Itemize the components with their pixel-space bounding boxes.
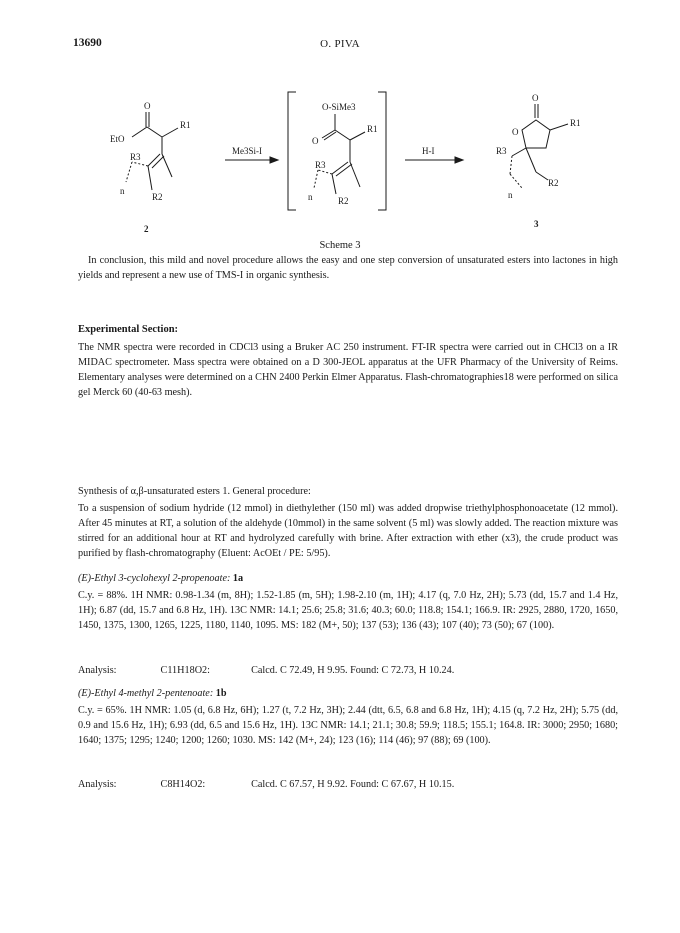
synthesis-paragraph [78, 501, 618, 561]
compound-1b-data-block [78, 703, 618, 748]
compound3-ring-o: O [512, 127, 519, 137]
compound-1b-data: C.y. = 65%. 1H NMR: 1.05 (d, 6.8 Hz, 6H); 1.27 (t, 7.2 Hz, 3H); 2.44 (dtt, 6.5, 6.8 and 6.8 Hz, 1H); 4.15 (q, 7.2 Hz, 2H); 5.75 (dd, 0.9 and 15.6 Hz, 1H); 6.93 (dd, 6.5 and 15.6 Hz, 1H). 13C NMR: 14.1; 21.1; 30.8; 59.9; 118.5; 155.1; 164.8. IR: 3000; 2950; 1680; 1640; 1375; 1295; 1240; 1200; 1260; 1030. MS: 142 (M+, 24); 123 (16); 114 (46); 97 (88); 69 (100). [78, 705, 618, 746]
compound-1b-analysis [78, 779, 454, 790]
compound-1b-name: (E)-Ethyl 4-methyl 2-pentenoate: [78, 688, 214, 699]
conclusion-paragraph [78, 253, 618, 283]
compound3-ring-n: n [508, 190, 513, 200]
conclusion-text: In conclusion, this mild and novel procedure allows the easy and one step conversion of unsaturated esters into lactones in high yields and represent a new use of TMS-I in organic synthesis. [78, 255, 618, 281]
experimental-text: The NMR spectra were recorded in CDCl3 using a Bruker AC 250 instrument. FT-IR spectra were carried out in CHCl3 on a IR MIDAC spectrometer. Mass spectra were obtained on a D 300-JEOL apparatus at the UFR Pharmacy of the University of Reims. Elementary analyses were determined on a CHN 2400 Perkin Elmer Apparatus. Flash-chromatographies18 were performed on silica gel Merck 60 (40-63 mesh). [78, 342, 618, 398]
scheme-3-figure [60, 82, 620, 252]
compound3-r2: R2 [548, 178, 559, 188]
intermediate-r3: R3 [315, 160, 326, 170]
reagent-hi: H-I [422, 146, 435, 156]
intermediate-ring-n: n [308, 192, 313, 202]
compound2-r1: R1 [180, 120, 191, 130]
experimental-paragraph [78, 340, 618, 400]
compound-1a-analysis [78, 665, 454, 676]
compound-1a-name: (E)-Ethyl 3-cyclohexyl 2-propenoate: [78, 573, 231, 584]
running-head-author: O. PIVA [320, 38, 360, 50]
compound-1a-analysis-values: Calcd. C 72.49, H 9.95. Found: C 72.73, H 10.24. [251, 665, 455, 676]
compound-1b-formula: C8H14O2: [160, 779, 206, 790]
compound3-r1: R1 [570, 118, 581, 128]
synthesis-text: To a suspension of sodium hydride (12 mmol) in diethylether (150 ml) was added dropwise triethylphosphonoacetate (12 mmol). After 45 minutes at RT, a solution of the aldehyde (10mmol) in the same solvent (5 ml) was slowly added. The reaction mixture was stirred for an additional hour at RT and hydrolyzed carefully with brine. After extraction with ether (x3), the crude product was purified by flash-chromatography (Eluent: AcOEt / PE: 5/95). [78, 503, 618, 559]
compound-1b-title [78, 688, 227, 699]
intermediate-r2: R2 [338, 196, 349, 206]
compound2-r3: R3 [130, 152, 141, 162]
intermediate-r1: R1 [367, 124, 378, 134]
compound-1b-analysis-values: Calcd. C 67.57, H 9.92. Found: C 67.67, H 10.15. [251, 779, 455, 790]
compound2-r2: R2 [152, 192, 163, 202]
compound-1a-label: 1a [232, 573, 244, 584]
compound3-label: 3 [534, 219, 539, 229]
intermediate-carbonyl-o: O [312, 136, 319, 146]
compound-1a-data: C.y. = 88%. 1H NMR: 0.98-1.34 (m, 8H); 1.52-1.85 (m, 5H); 1.98-2.10 (m, 1H); 4.17 (q, 7.0 Hz, 2H); 5.73 (dd, 15.7 and 1.4 Hz, 1H); 6.87 (dd, 15.7 and 6.8 Hz, 1H). 13C NMR: 14.1; 25.6; 25.8; 31.6; 40.3; 60.0; 118.8; 154.1; 166.9. IR: 2925, 2880, 1720, 1650, 1450, 1375, 1300, 1265, 1225, 1180, 1140, 1095. MS: 182 (M+, 50); 137 (53); 136 (43); 107 (40); 73 (50); 67 (100). [78, 590, 618, 631]
compound-1b-label: 1b [215, 688, 227, 699]
compound-1a-formula: C11H18O2: [160, 665, 210, 676]
reagent-tmsi: Me3Si-I [232, 146, 262, 156]
experimental-heading: Experimental Section: [78, 324, 179, 335]
compound-1b-analysis-label: Analysis: [78, 779, 117, 790]
compound3-r3: R3 [496, 146, 507, 156]
compound-1a-data-block [78, 588, 618, 633]
page-number: 13690 [73, 37, 102, 49]
compound-1a-title [78, 573, 243, 584]
compound-1a-analysis-label: Analysis: [78, 665, 117, 676]
reaction-scheme [60, 82, 620, 252]
intermediate-osime3: O-SiMe3 [322, 102, 356, 112]
scheme-caption: Scheme 3 [319, 240, 361, 251]
synthesis-heading: Synthesis of α,β-unsaturated esters 1. General procedure: [78, 486, 311, 497]
compound2-carbonyl-o: O [144, 101, 151, 111]
compound2-eto: EtO [110, 134, 125, 144]
compound2-ring-n: n [120, 186, 125, 196]
compound3-carbonyl-o: O [532, 93, 539, 103]
compound2-label: 2 [144, 224, 149, 234]
